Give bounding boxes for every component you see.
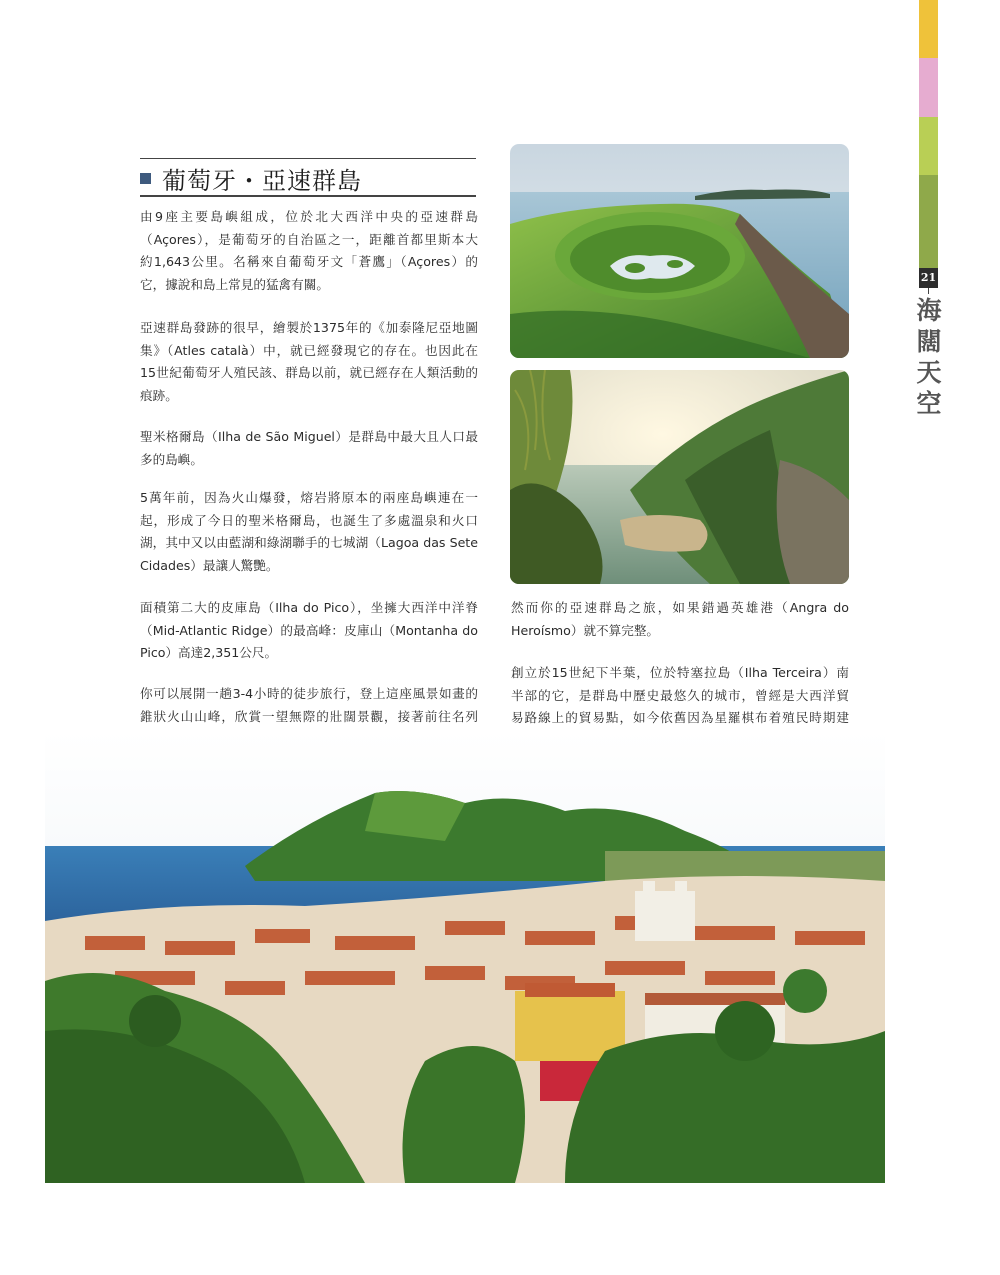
text-line: 5萬年前，因為火山爆發，熔岩將原本的兩座島嶼連在一: [140, 490, 478, 505]
section-tab-green: [919, 175, 938, 268]
paragraph-history: [140, 317, 478, 407]
text-line: 聖米格爾島（Ilha de São Miguel）是群島中最大且人口最: [140, 429, 478, 444]
heading-square-icon: [140, 173, 151, 184]
text-line: 然而你的亞速群島之旅，如果錯過英雄港（Angra do: [511, 600, 849, 615]
text-line: 你可以展開一趟3-4小時的徒步旅行，登上這座風景如畫的: [140, 686, 478, 701]
text-line: 15世紀葡萄牙人殖民該、群島以前，就已經存在人類活動的: [140, 365, 478, 380]
text-line: 易路線上的貿易點，如今依舊因為星羅棋布着殖民時期建: [511, 710, 849, 725]
section-tab-yellow: [919, 0, 938, 58]
text-line: 創立於15世紀下半葉，位於特塞拉島（Ilha Terceira）南: [511, 665, 849, 680]
text-line: 錐狀火山山峰，欣賞一望無際的壯闊景觀，接著前往名列: [140, 708, 478, 724]
text-line: Cidades）最讓人驚艷。: [140, 557, 279, 573]
text-line: Pico）高達2,351公尺。: [140, 645, 278, 660]
text-line: 多的島嶼。: [140, 451, 203, 467]
photo-coastal-cliffs: [510, 370, 849, 584]
text-line: 痕跡。: [140, 387, 178, 403]
text-line: 集》（Atles català）中，就已經發現它的存在。也因此在: [140, 342, 478, 358]
section-tab-pink: [919, 58, 938, 117]
text-line: Heroísmo）就不算完整。: [511, 622, 660, 638]
text-line: （Açores），是葡萄牙的自治區之一，距離首都里斯本大: [140, 231, 478, 247]
paragraph-sao-miguel: [140, 426, 478, 471]
text-line: （Mid-Atlantic Ridge）的最高峰：皮庫山（Montanha do: [140, 622, 478, 638]
text-line: 半部的它，是群島中歷史最悠久的城市，曾經是大西洋貿: [511, 687, 849, 703]
text-line: 面積第二大的皮庫島（Ilha do Pico），坐擁大西洋中洋脊: [140, 600, 478, 615]
photo-angra-do-heroismo: [45, 731, 885, 1183]
page-number: 21: [919, 268, 938, 288]
paragraph-angra-intro: [511, 597, 849, 642]
paragraph-intro: [140, 206, 478, 296]
text-line: 由9座主要島嶼組成，位於北大西洋中央的亞速群島: [140, 209, 478, 224]
paragraph-sete-cidades: [140, 487, 478, 577]
text-line: 約1,643公里。名稱來自葡萄牙文「蒼鷹」（Açores）的: [140, 254, 478, 269]
text-line: 起，形成了今日的聖米格爾島，也誕生了多處溫泉和火口: [140, 512, 478, 528]
paragraph-pico: [140, 597, 478, 665]
text-line: 亞速群島發跡的很早，繪製於1375年的《加泰隆尼亞地圖: [140, 320, 478, 335]
text-line: 它，據說和島上常見的猛禽有關。: [140, 276, 329, 292]
article-heading: [140, 158, 476, 197]
section-tab-lime: [919, 117, 938, 175]
page-number-rule: [928, 288, 929, 294]
article-title: 葡萄牙・亞速群島: [162, 167, 362, 195]
photo-crater-island: [510, 144, 849, 358]
text-line: 湖，其中又以由藍湖和綠湖聯手的七城湖（Lagoa das Sete: [140, 535, 478, 550]
section-title-vertical: 海闊天空: [916, 296, 942, 418]
